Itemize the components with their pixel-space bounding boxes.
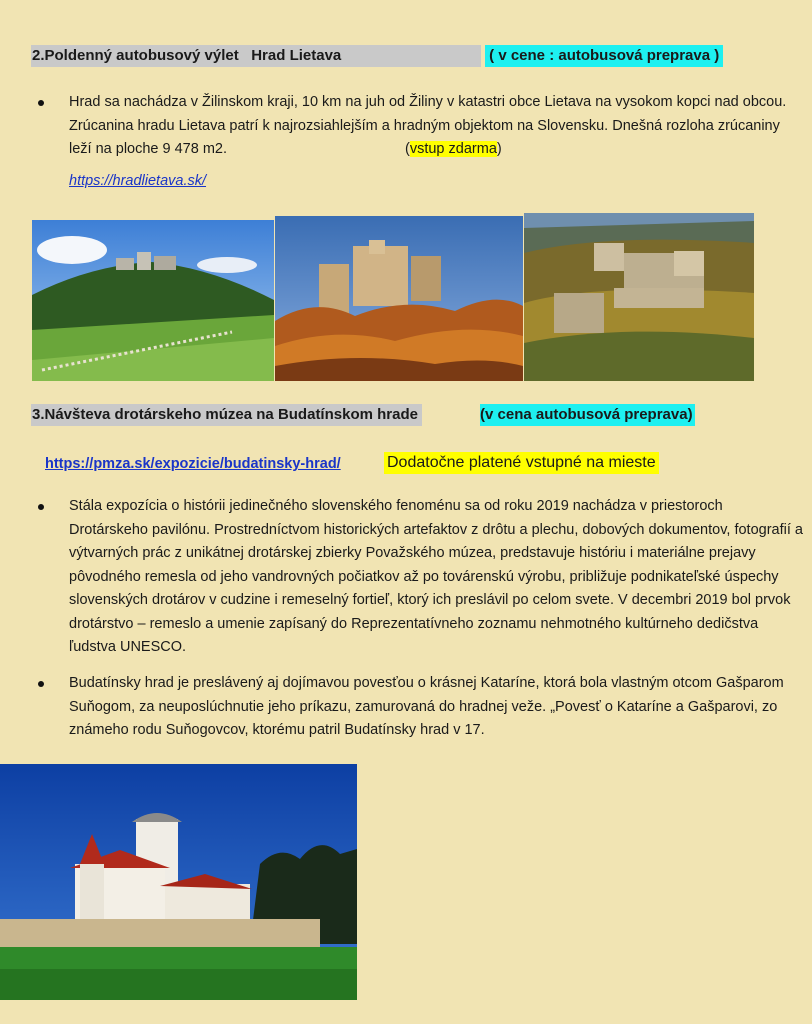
section2-price-note: ( v cene : autobusová preprava ): [485, 45, 723, 67]
lietava-link[interactable]: https://hradlietava.sk/: [69, 173, 207, 189]
free-entry-badge: vstup zdarma: [409, 141, 497, 157]
budatin-castle-photo: [0, 764, 357, 1000]
paid-entry-note: Dodatočne platené vstupné na mieste: [384, 452, 659, 474]
lietava-photo-autumn: [275, 216, 523, 381]
lietava-photo-aerial: [524, 213, 754, 381]
section3-bullet-1: Stála expozícia o histórii jedinečného slovenského fenoménu sa od roku 2019 nachádza v priestoroch Drotárskeho pavilónu. Prostredníctvom historických artefaktov z drôtu a plechu, dobových dokumentov, fotografií a výtvarných prác z unikátnej drotárskej zbierky Považského múzea, predstavuje históriu i materiálne prejavy pôvodného remesla od jeho vandrovných počiatkov až po továrenskú výrobu, približuje podnikateľské úspechy slovenských drotárov v cudzine i remeselný fortieľ, ktorý ich preslávil po celom svete. V decembri 2019 bol prvok drotárstvo – remeslo a umenie zapísaný do Reprezentatívneho zoznamu nehmotného kultúrneho dedičstva ľudstva UNESCO.: [69, 498, 803, 655]
section3-bullet-2: Budatínsky hrad je preslávený aj dojímavou povesťou o krásnej Kataríne, ktorá bola vlastným otcom Gašparom Suňogom, za neuposlúchnutie jeho príkazu, zamurovaná do hradnej veže. „Povesť o Kataríne a Gašparovi, zo známeho rodu Suňogovcov, ktorému patril Budatínsky hrad v 17.: [69, 675, 784, 738]
bullet-dot: [38, 504, 44, 510]
bullet-dot: [38, 100, 44, 106]
section2-heading: 2.Poldenný autobusový výlet Hrad Lietava: [31, 45, 481, 67]
section2-description: Hrad sa nachádza v Žilinskom kraji, 10 km na juh od Žiliny v katastri obce Lietava na vysokom kopci nad obcou. Zrúcanina hradu Lietava patrí k najrozsiahlejším a hradným objektom na Slovensku. Dnešná rozloha zrúcaniny leží na ploche 9 478 m2.: [69, 94, 787, 157]
section3-price-note: (v cena autobusová preprava): [480, 404, 695, 426]
section2-bullet-text: [69, 91, 794, 162]
lietava-photo-hill: [32, 220, 274, 381]
section3-heading: 3.Návšteva drotárskeho múzea na Budatínskom hrade: [31, 404, 422, 426]
bullet-dot: [38, 681, 44, 687]
section2-heading-row: [31, 45, 751, 67]
section3-heading-row: [31, 404, 731, 426]
entry-open-paren: (: [405, 141, 410, 157]
entry-close-paren: ): [496, 141, 502, 157]
budatin-link[interactable]: https://pmza.sk/expozicie/budatinsky-hrad/: [45, 456, 341, 472]
